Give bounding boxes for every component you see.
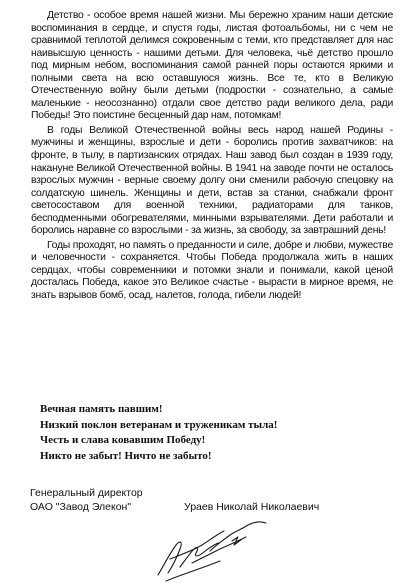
signatory-position: Генеральный директор — [30, 487, 143, 499]
handwritten-signature-icon — [150, 515, 270, 585]
slogan-line: Низкий поклон ветеранам и труженикам тыла! — [40, 418, 278, 431]
slogan-line: Честь и слава ковавшим Победу! — [40, 434, 206, 446]
slogan-line: Никто не забыт! Ничто не забыто! — [40, 449, 212, 462]
slogan-list — [40, 402, 370, 464]
paragraph-childhood: Детство - особое время нашей жизни. Мы бережно храним наши детские воспоминания в сердце, и спустя годы, листая фотоальбомы, ни с чем не сравнимой теплотой делимся сокровенным с теми, кто представляет для нас наивысшую ценность - нашими детьми. Для человека, чьё детство прошло под мирным небом, воспоминания самой ранней поры остаются яркими и полными света на всю оставшуюся жизнь. Все те, кто в Великую Отечественную войну были детьми (подростки - сознательно, а самые маленькие - неосознанно) отдали свое детство ради великого дела, ради Победы! Это поистине бесценный дар нам, потомкам! — [31, 10, 393, 122]
slogan-line: Вечная память павшим! — [40, 403, 163, 415]
signatory-name: Ураев Николай Николаевич — [184, 501, 320, 513]
paragraph-memory: Годы проходят, но память о преданности и силе, добре и любви, мужестве и человечности - сохраняется. Чтобы Победа продолжала жить в наших сердцах, чтобы современники и потомки знали и понимали, какой ценой досталась Победа, какое это Великое счастье - вырасти в мирное время, не знать взрывов бомб, осад, налетов, голода, гибели людей! — [31, 239, 393, 302]
letter-body — [31, 10, 393, 305]
signatory-company: ОАО "Завод Элекон" — [30, 500, 132, 513]
paragraph-war-years: В годы Великой Отечественной войны весь народ нашей Родины - мужчины и женщины, взрослые и дети - боролись против захватчиков: на фронте, в тылу, в партизанских отрядах. Наш завод был создан в 1939 году, накануне Великой Отечественной войны. В 1941 на заводе почти не осталось взрослых мужчин - верные своему долгу они сменили рабочую спецовку на солдатскую шинель. Женщины и дети, встав за станки, снабжали фронт светосоставом для военной техники, радиаторами для танков, бесподменными обогревателями, минными взрывателями. Дети работали и боролись наравне со взрослыми - за жизнь, за свободу, за завтрашний день! — [31, 124, 393, 237]
signatory-block — [30, 487, 143, 514]
